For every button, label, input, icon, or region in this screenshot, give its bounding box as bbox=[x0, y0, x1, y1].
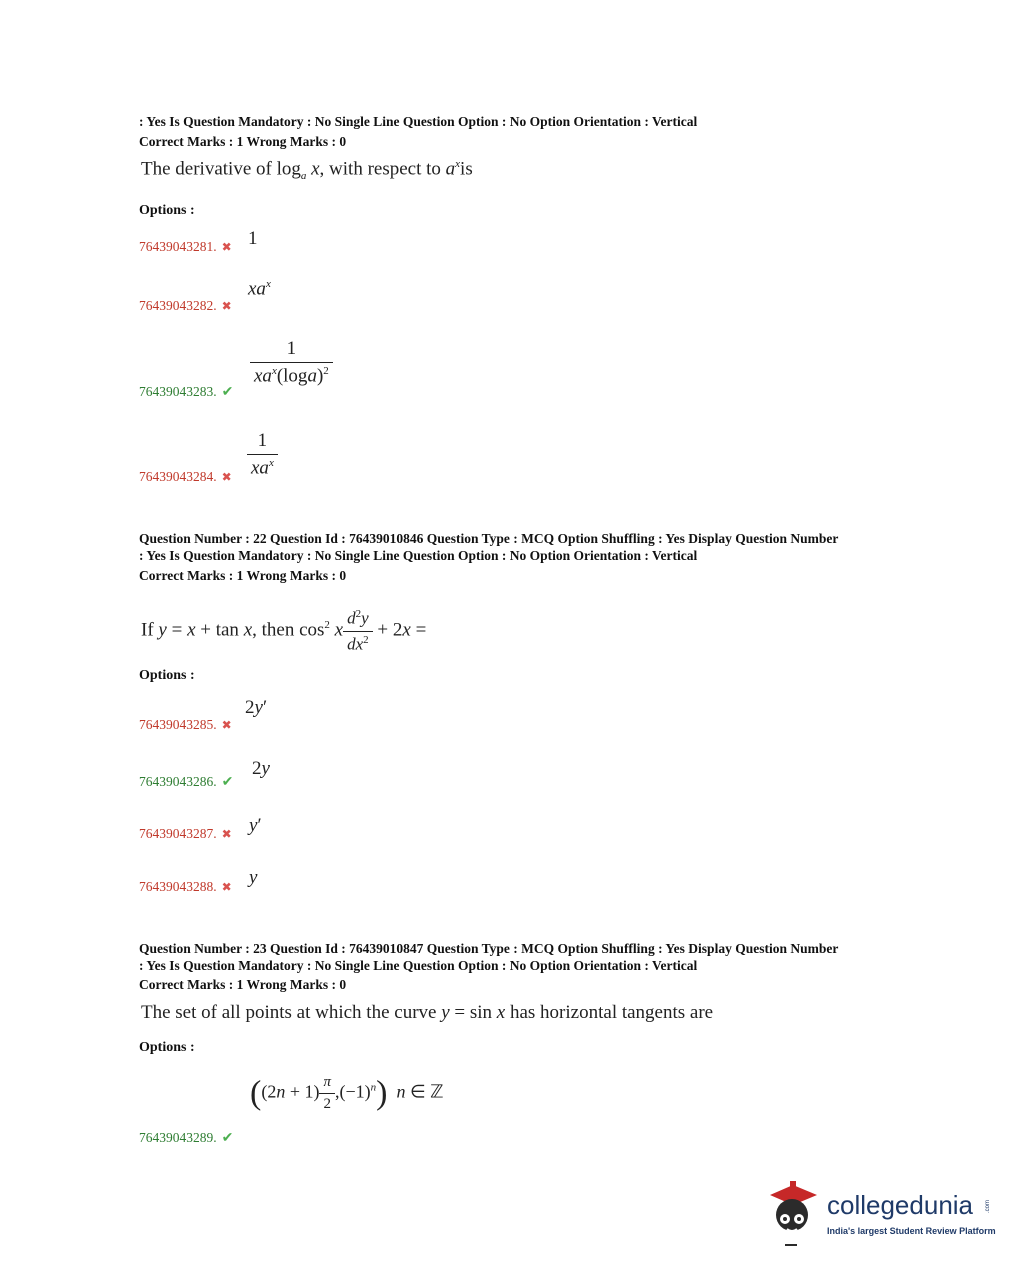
option-math: 2y′ bbox=[245, 697, 268, 718]
option-id[interactable]: 76439043288. ✖ bbox=[139, 879, 232, 894]
option-math: y bbox=[249, 867, 258, 888]
wrong-mark-icon: ✖ bbox=[221, 880, 232, 894]
check-mark-icon: ✔ bbox=[221, 775, 234, 790]
logo-wordmark: collegedunia bbox=[827, 1190, 974, 1220]
option-id[interactable]: 76439043281. ✖ bbox=[139, 239, 232, 254]
question-suffix: is bbox=[460, 158, 473, 180]
option-math: $\frac{1}{xa^x(\log a)^2}$ bbox=[250, 338, 333, 387]
options-label: Options : bbox=[139, 1040, 195, 1055]
option-math: $\frac{1}{xa^x}$ bbox=[247, 430, 278, 479]
wrong-mark-icon: ✖ bbox=[221, 827, 232, 841]
question-prefix: The derivative of log bbox=[141, 158, 301, 180]
option-id[interactable]: 76439043289. ✔ bbox=[139, 1130, 234, 1146]
marks-meta: Correct Marks : 1 Wrong Marks : 0 bbox=[139, 134, 347, 149]
question-meta: Question Number : 22 Question Id : 76439010846 Question Type : MCQ Option Shuffling : Yes Display Question Number bbox=[139, 531, 839, 546]
marks-meta: Correct Marks : 1 Wrong Marks : 0 bbox=[139, 568, 347, 583]
question-meta: : Yes Is Question Mandatory : No Single Line Question Option : No Option Orientation : Vertical bbox=[139, 114, 698, 129]
option-math: $xa^x$ bbox=[248, 278, 271, 300]
option-id[interactable]: 76439043286. ✔ bbox=[139, 774, 234, 790]
question-mid: , with respect to bbox=[319, 158, 441, 180]
question-meta: : Yes Is Question Mandatory : No Single Line Question Option : No Option Orientation : Vertical bbox=[139, 958, 698, 973]
question-meta: : Yes Is Question Mandatory : No Single Line Question Option : No Option Orientation : Vertical bbox=[139, 548, 698, 563]
wrong-mark-icon: ✖ bbox=[221, 470, 232, 484]
logo-tagline: India's largest Student Review Platform bbox=[827, 1226, 996, 1236]
question-meta: Question Number : 23 Question Id : 76439010847 Question Type : MCQ Option Shuffling : Yes Display Question Number bbox=[139, 941, 839, 956]
question-text: The derivative of $\log_a x$, with respect to $a^xis$ bbox=[141, 158, 473, 183]
option-math: 1 bbox=[248, 228, 258, 249]
option-id[interactable]: 76439043285. ✖ bbox=[139, 717, 232, 732]
check-mark-icon: ✔ bbox=[221, 1131, 234, 1146]
marks-meta: Correct Marks : 1 Wrong Marks : 0 bbox=[139, 977, 347, 992]
option-math: 2y bbox=[252, 758, 270, 779]
option-id[interactable]: 76439043284. ✖ bbox=[139, 469, 232, 484]
options-label: Options : bbox=[139, 203, 195, 218]
option-math: y′ bbox=[249, 815, 262, 836]
question-text: The set of all points at which the curve y = sin x has horizontal tangents are bbox=[141, 1002, 714, 1023]
question-text: If y = x + tan x, then $\cos^2 x$ $\frac{d^2y}{dx^2}$ + 2x = bbox=[141, 608, 427, 654]
wrong-mark-icon: ✖ bbox=[221, 240, 232, 254]
check-mark-icon: ✔ bbox=[221, 385, 234, 400]
option-id[interactable]: 76439043282. ✖ bbox=[139, 298, 232, 313]
wrong-mark-icon: ✖ bbox=[221, 299, 232, 313]
options-label: Options : bbox=[139, 668, 195, 683]
option-math: ((2n + 1) $\frac{\pi}{2}$ $,(-1)^n$) n ∈ ℤ bbox=[250, 1074, 444, 1112]
logo-com: .com bbox=[985, 1200, 991, 1214]
option-id[interactable]: 76439043287. ✖ bbox=[139, 826, 232, 841]
option-id[interactable]: 76439043283. ✔ bbox=[139, 384, 234, 400]
wrong-mark-icon: ✖ bbox=[221, 718, 232, 732]
